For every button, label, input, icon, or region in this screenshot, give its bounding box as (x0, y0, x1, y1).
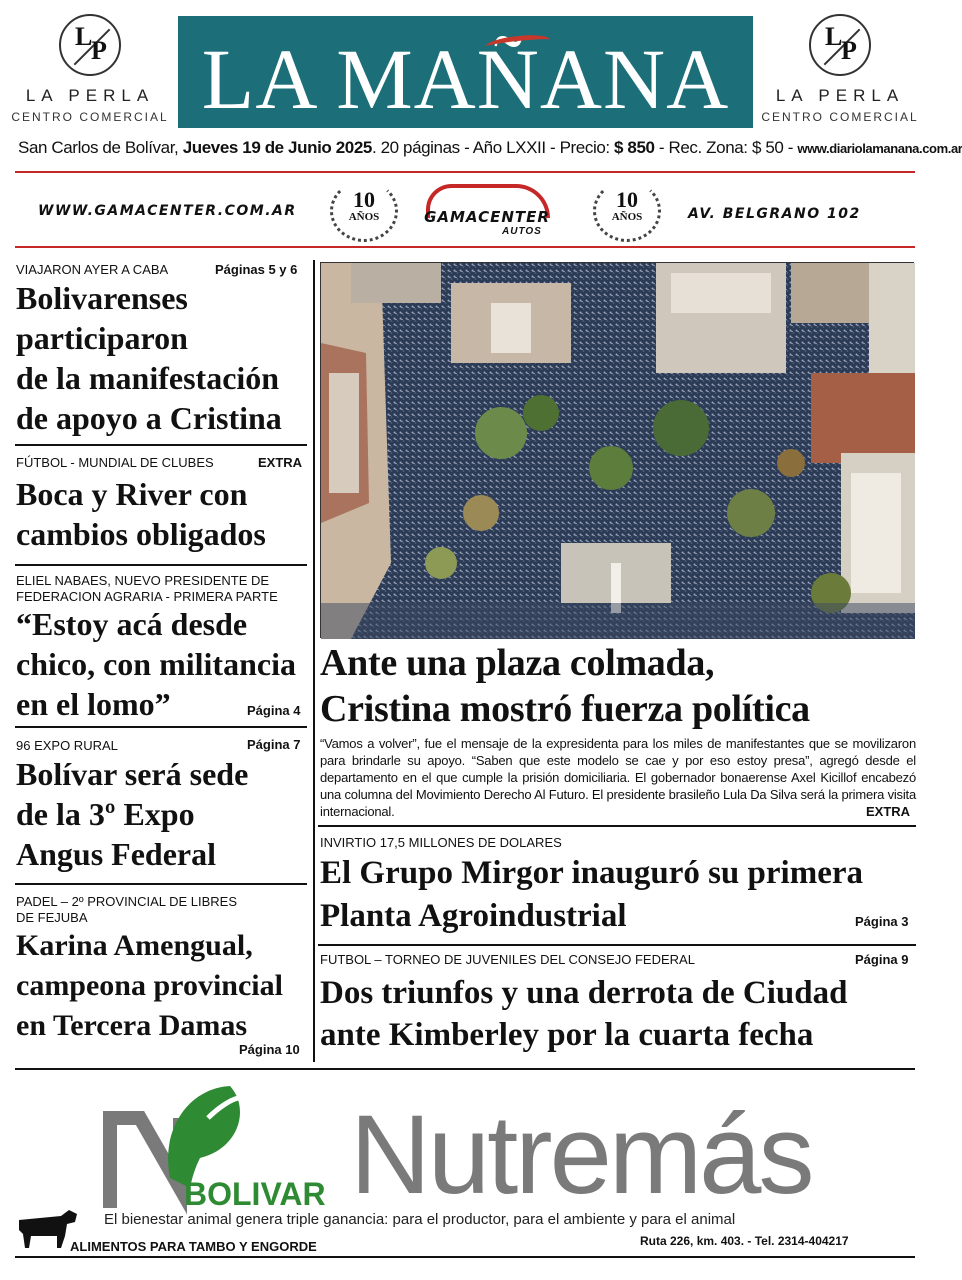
la-perla-logo-left (10, 14, 170, 124)
sponsor-address: AV. BELGRANO 102 (688, 206, 861, 222)
ad-contact: Ruta 226, km. 403. - Tel. 2314-404217 (640, 1234, 849, 1248)
dateline-date: Jueves 19 de Junio 2025 (182, 138, 372, 157)
dateline (18, 138, 962, 158)
divider-red (15, 171, 915, 173)
story-pageref: Página 4 (247, 703, 301, 718)
la-perla-monogram-icon: L P (59, 14, 121, 76)
aerial-crowd-photo (320, 262, 914, 638)
story-headline[interactable]: “Estoy acá desde chico, con militancia en el lomo” (16, 606, 296, 722)
story-headline[interactable]: Bolivarenses participaron de la manifestación de apoyo a Cristina (16, 280, 282, 436)
story-divider (15, 726, 307, 728)
la-perla-monogram-icon: L P (809, 14, 871, 76)
aerial-crowd-photo-illustration (321, 263, 915, 639)
story-divider (15, 883, 307, 885)
dateline-city: San Carlos de Bolívar, (18, 138, 179, 157)
story-headline[interactable]: Karina Amengual, campeona provincial en Tercera Damas (16, 929, 283, 1042)
dateline-info: . 20 páginas - Año LXXII - Precio: (371, 138, 615, 157)
la-perla-name: LA PERLA (25, 86, 155, 105)
dateline-web[interactable]: www.diariolamanana.com.ar (797, 141, 962, 156)
main-lead: “Vamos a volver”, fue el mensaje de la expresidenta para los miles de manifestantes que se movilizaron para brindarle su apoyo. “Saben que este modelo se cae y por eso estoy presa”, agregó desde el departamento en el que cumple la prisión domiciliaria. El gobernador bonaerense Axel Kicillof encabezó una columna del Movimiento Derecho Al Futuro. El presidente brasileño Lula Da Silva será la primera visita internacional. (320, 736, 916, 819)
story-kicker: FÚTBOL - MUNDIAL DE CLUBES (16, 455, 214, 470)
story-pageref: Página 3 (855, 914, 909, 929)
story-kicker: 96 EXPO RURAL (16, 738, 118, 753)
story-pageref: Páginas 5 y 6 (215, 262, 298, 277)
newspaper-masthead (178, 16, 753, 128)
main-headline[interactable]: Ante una plaza colmada, Cristina mostró fuerza política (320, 642, 810, 730)
story-pageref: Página 9 (855, 952, 909, 967)
la-perla-sub: CENTRO COMERCIAL (11, 110, 169, 124)
ad-tagline: El bienestar animal genera triple ganancia: para el productor, para el ambiente y para el animal (104, 1211, 736, 1228)
story-kicker: ELIEL NABAES, NUEVO PRESIDENTE DE FEDERACION AGRARIA - PRIMERA PARTE (16, 573, 278, 604)
column-divider (313, 260, 315, 1062)
newspaper-title: LA MAÑANA (201, 31, 730, 127)
dateline-price: $ 850 (614, 138, 655, 157)
la-perla-sub: CENTRO COMERCIAL (761, 110, 919, 124)
story-headline[interactable]: El Grupo Mirgor inauguró su primera Planta Agroindustrial (320, 855, 863, 934)
story-headline[interactable]: Bolívar será sede de la 3º Expo Angus Federal (16, 756, 249, 872)
story-kicker: FUTBOL – TORNEO DE JUVENILES DEL CONSEJO FEDERAL (320, 952, 695, 967)
story-divider (15, 444, 307, 446)
story-headline[interactable]: Boca y River con cambios obligados (16, 476, 266, 552)
story-kicker: INVIRTIO 17,5 MILLONES DE DOLARES (320, 835, 562, 850)
main-pageref: EXTRA (866, 804, 911, 819)
la-perla-logo-right (760, 14, 920, 124)
ad-footer: ALIMENTOS PARA TAMBO Y ENGORDE (70, 1239, 317, 1254)
story-pageref: EXTRA (258, 455, 303, 470)
story-divider (318, 944, 916, 946)
story-kicker: PADEL – 2º PROVINCIAL DE LIBRES DE FEJUBA (16, 894, 238, 925)
story-headline[interactable]: Dos triunfos y una derrota de Ciudad ante Kimberley por la cuarta fecha (320, 975, 848, 1053)
sponsor-web[interactable]: WWW.GAMACENTER.COM.AR (38, 203, 297, 219)
story-pageref: Página 7 (247, 737, 301, 752)
la-perla-name: LA PERLA (775, 86, 905, 105)
story-divider (15, 564, 307, 566)
ad-brand: Nutremás (350, 1092, 812, 1217)
ad-sub-brand: BOLIVAR (184, 1176, 326, 1212)
story-kicker: VIAJARON AYER A CABA (16, 262, 169, 277)
anniversary-badge-left: 10 AÑOS (330, 180, 398, 242)
story-divider (318, 825, 916, 827)
dateline-rec: - Rec. Zona: $ 50 - (654, 138, 798, 157)
anniversary-badge-right: 10 AÑOS (593, 180, 661, 242)
divider-red (15, 246, 915, 248)
story-pageref: Página 10 (239, 1042, 300, 1057)
gamacenter-logo: GAMACENTER AUTOS (408, 184, 566, 240)
